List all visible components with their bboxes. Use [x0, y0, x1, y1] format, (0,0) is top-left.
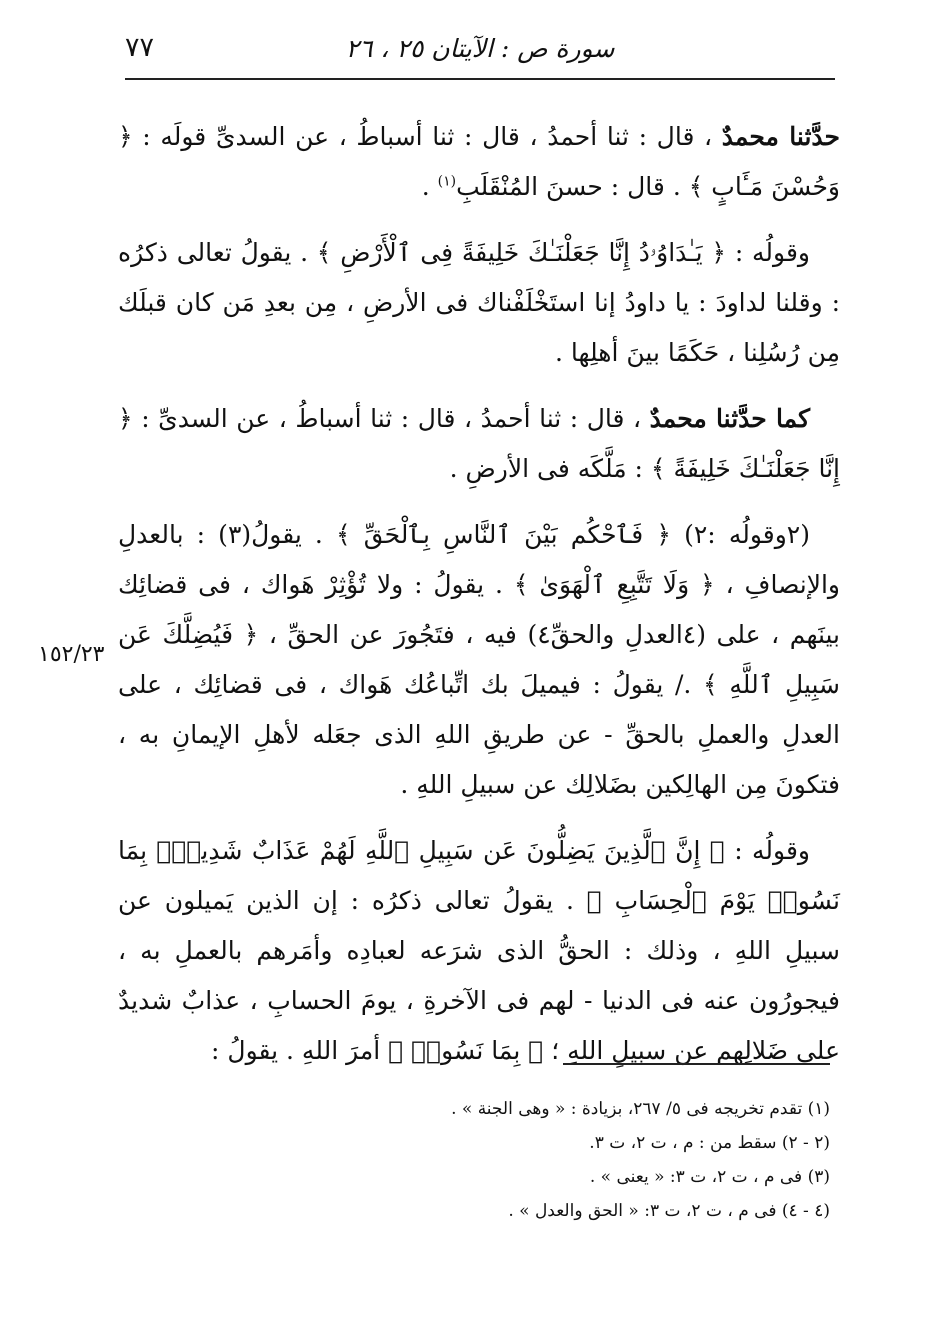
paragraph-lead: وقولُه :	[734, 836, 810, 865]
footnote: (٣) فى م ، ت ٢، ت ٣: « يعنى » .	[589, 1167, 830, 1187]
footnote-marker: (١)	[437, 173, 457, 190]
footnote: (٢ - ٢) سقط من : م ، ت ٢، ت ٣.	[589, 1133, 830, 1153]
paragraph-text: ﴿ إِنَّ ٱلَّذِينَ يَضِلُّونَ عَن سَبِيلِ ٱللَّهِ لَهُمْ عَذَابٌ شَدِيدٌۢ بِمَا نَسُوا۟ يَوْمَ ٱلْحِسَابِ ﴾ . يقولُ تعالى ذكرُه : إن الذين يَميلون عن سبيلِ اللهِ ، وذلك : الحقُّ الذى شرَعه لعبادِه وأمَرهم بالعملِ به ، فيجورُون عنه فى الدنيا - لهم فى الآخرةِ ، يومَ الحسابِ ، عذابٌ شديدٌ على ضَلالِهم عن سبيلِ اللهِ ؛ ﴿ بِمَا نَسُوا۟ ﴾ أمرَ اللهِ . يقولُ :	[118, 836, 840, 1065]
page-header	[125, 28, 835, 80]
paragraph	[118, 826, 840, 1076]
paragraph-lead: (٢وقولُه :٢)	[684, 520, 810, 549]
footnotes	[300, 1092, 830, 1228]
paragraph-text: ﴿ فَٱحْكُم بَيْنَ ٱلنَّاسِ بِٱلْحَقِّ ﴾ . يقولُ(٣) : بالعدلِ والإنصافِ ، ﴿ وَلَا تَتَّبِعِ ٱلْهَوَىٰ ﴾ . يقولُ : ولا تُؤْثِرْ هَواك ، فى قضائِك بينَهم ، على (٤العدلِ والحقِّ٤) فيه ، فتَجُورَ عن الحقِّ ، ﴿ فَيُضِلَّكَ عَن سَبِيلِ ٱللَّهِ ﴾ ./ يقولُ : فيميلَ بك اتِّباعُك هَواك ، فى قضائِك ، على العدلِ والعملِ بالحقِّ - عن طريقِ اللهِ الذى جعَله لأهلِ الإيمانِ به ، فتكونَ مِن الهالِكين بضَلالِك عن سبيلِ اللهِ .	[118, 520, 841, 799]
paragraph-text: ، قال : ثنا أحمدُ ، قال : ثنا أسباطُ ، عن السدىِّ قولَه : ﴿ وَحُسْنَ مَـَٔابٍ ﴾ . قال : حسنَ المُنْقَلَبِ	[118, 122, 840, 201]
paragraph-text: ، قال : ثنا أحمدُ ، قال : ثنا أسباطُ ، عن السدىِّ : ﴿ إِنَّا جَعَلْنَـٰكَ خَلِيفَةً ﴾ : مَلَّكَه فى الأرضِ .	[118, 404, 840, 483]
paragraph-tail: .	[421, 172, 438, 201]
paragraph	[118, 112, 840, 212]
page-number: ٧٧	[125, 32, 155, 63]
running-title: سورة ص : الآيتان ٢٥ ، ٢٦	[345, 34, 615, 63]
margin-reference: ١٥٢/٢٣	[38, 642, 105, 667]
paragraph-lead: وقولُه :	[734, 238, 810, 267]
footnote-rule	[563, 1063, 830, 1065]
header-rule	[125, 78, 835, 80]
footnote: (١) تقدم تخريجه فى ٥/ ٢٦٧، بزيادة : « وهى الجنة » .	[451, 1099, 830, 1119]
main-text	[118, 112, 840, 1092]
footnote: (٤ - ٤) فى م ، ت ٢، ت ٣: « الحق والعدل » .	[508, 1201, 830, 1221]
paragraph	[118, 228, 840, 378]
paragraph-text: ﴿ يَـٰدَاوُۥدُ إِنَّا جَعَلْنَـٰكَ خَلِيفَةً فِى ٱلْأَرْضِ ﴾ . يقولُ تعالى ذكرُه : وقلنا لداودَ : يا داودُ إنا استَخْلَفْناك فى الأرضِ ، مِن بعدِ مَن كان قبلَك مِن رُسُلِنا ، حَكَمًا بينَ أهلِها .	[118, 238, 840, 367]
isnad-lead: كما حدَّثنا محمدٌ	[649, 404, 810, 433]
paragraph	[118, 394, 840, 494]
isnad-lead: حدَّثنا محمدٌ	[721, 122, 840, 151]
paragraph	[118, 510, 840, 810]
